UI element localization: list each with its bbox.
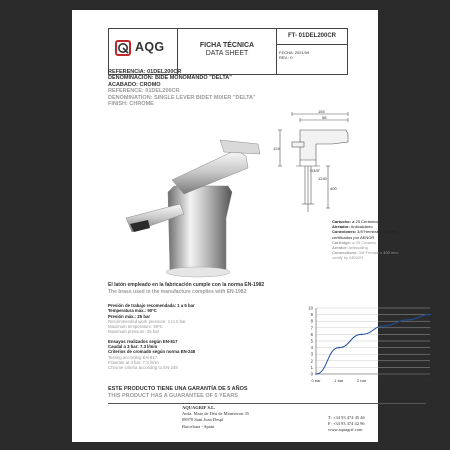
finish-en: FINISH: CHROME [108,101,154,108]
x-tick-label: 5 bar [425,378,435,383]
testing-en: Testing according EN-817 [108,354,158,360]
finish-es: ACABADO: CROMO [108,81,161,88]
spec-key: Connections: [332,250,358,256]
y-tick-label: 8 [310,318,313,324]
data-sheet-page [72,10,435,442]
ensayos-es: Ensayos realizados según EN-817 [108,338,178,344]
spec-value: certify by AENOR [332,255,364,261]
cromado-es: Criterios de cromado según norma EN-248 [108,349,196,355]
header-divider [276,44,347,45]
document-date: FECHA: 2021/09 [279,50,310,55]
temp-en: Maximum temperature: 90ºC [108,324,163,330]
footer-address [182,405,249,430]
spec-value: certificados por AENOR [332,234,375,240]
flow-data-point [315,373,317,375]
dimension-label: 155 [318,109,325,114]
brand-name: AQG [135,40,165,54]
flowrate-en: Flowrate at 3 bar: 7.3 l/min [108,359,159,365]
flow-series-line [316,315,430,374]
x-tick-label: 0 bar [311,378,321,383]
y-tick-label: 3 [310,351,313,357]
flow-data-point [384,325,386,327]
y-tick-label: 7 [310,325,313,331]
technical-drawing [272,108,417,218]
x-tick-label: 1 bar [334,378,344,383]
y-tick-label: 1 [310,364,313,370]
company-name: AQUAGRIF S.L. [182,405,216,410]
x-tick-label: 2 bar [357,378,367,383]
reference-block [108,69,256,107]
guarantee-es: ESTE PRODUCTO TIENE UNA GARANTÍA DE 5 AÑOS [108,386,248,392]
temp-es: Temperatura máx.: 90ºC [108,308,157,314]
title-en: DATA SHEET [205,50,249,57]
flow-data-point [429,314,431,316]
guarantee-block [108,386,248,399]
spec-key: Aerator: [332,245,348,251]
flow-chart [302,304,437,386]
chrome-en: Chrome criteria according to EN-248 [108,365,178,371]
denomination-en: DENOMINATION: SINGLE LEVER BIDET MIXER "DELTA" [108,94,256,101]
testing-block [108,303,223,371]
spec-key: Aireador: [332,224,350,230]
y-tick-label: 9 [310,312,313,318]
dimension-label: 124 [273,146,280,151]
spec-value: Antiscaling [347,245,368,251]
header-divider [177,29,178,74]
spec-key: Cartridge: [332,239,352,245]
spec-value: 3/8"Hembra x 400 mm. [356,229,399,235]
spec-value: Anticalcáreo [349,224,373,230]
y-tick-label: 2 [310,358,313,364]
address-line: 08970 Sant Joan Despí [182,417,224,423]
specs-block [332,219,440,261]
document-code: FT- 01DEL200CR [287,33,336,39]
spec-value: 3/8"Female x 400 mm. [357,250,399,256]
footer-divider [108,403,426,404]
y-tick-label: 10 [308,305,313,311]
website-link[interactable]: www.aquagrif.com [328,427,363,433]
flow-data-point [406,319,408,321]
y-tick-label: 6 [310,331,313,337]
y-tick-label: 5 [310,338,313,344]
spec-key: Cartucho: [332,219,351,224]
x-tick-label: 3 bar [379,378,389,383]
reference-es: REFERENCIA: 01DEL200CR [108,69,182,75]
y-tick-label: 4 [310,345,313,351]
dimension-label: 400 [330,186,337,191]
y-tick-label: 0 [310,371,313,377]
dimension-label: 1240 [318,176,327,181]
address-line: Barcelona - Spain [182,423,215,429]
guarantee-en: THIS PRODUCT HAS A GUARANTEE OF 5 YEARS [108,392,238,399]
flow-data-point [361,334,363,336]
brass-en: The brass used in the manufacture complies with EN-1982 [108,289,247,295]
address-line: Avda. Mare de Déu de Montserrat 35 [182,411,250,417]
caudal-es: Caudal a 3 bar: 7.3 l/min [108,344,158,350]
reference-en: REFERENCE: 01DEL200CR [108,88,180,95]
dimension-label: G3/8" [310,168,321,173]
flow-data-point [338,347,340,349]
phone: T: +34 93 474 45 46 [328,415,365,420]
denomination-es: DENOMINACIÓN: BIDÉ MONOMANDO "DELTA" [108,75,232,82]
product-photo [108,122,278,282]
header-box [108,28,348,75]
fax: F: +34 93 474 42 96 [328,421,365,427]
document-revision: REV.: 0 [279,55,293,60]
pressure-es: Presión de trabajo recomendada: 1 a 5 bar [108,303,195,308]
aqg-logo [113,38,173,58]
pressure-en: Recommended work pressure: 1 to 5 bar [108,318,186,324]
x-tick-label: 4 bar [402,378,412,383]
title-es: FICHA TÉCNICA [199,42,255,49]
spec-value: ø 25 Ceramic [351,239,377,245]
spec-value: ø 25 Cerámico [350,219,379,224]
logo-icon [114,39,132,57]
footer-contact [328,415,365,434]
brass-es: El latón empleado en la fabricación cumple con la norma EN-1982 [108,282,265,288]
maxpress-es: Presión máx.: 25 bar [108,313,151,319]
maxpress-en: Maximum pressure: 25 bar [108,329,160,335]
spec-key: Conexiones: [332,229,357,235]
dimension-label: 58 [322,115,327,120]
brass-norm [108,282,264,296]
